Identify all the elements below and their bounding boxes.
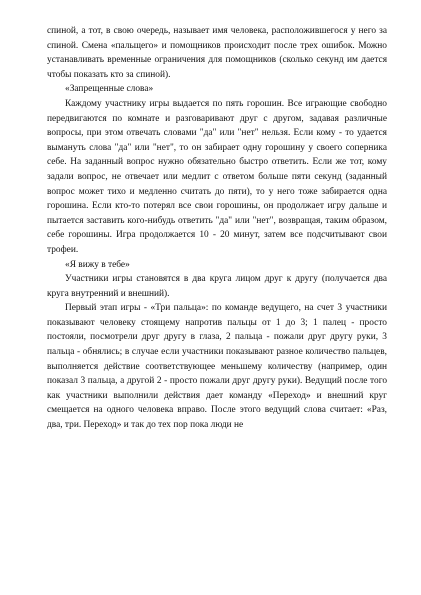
section-heading-forbidden-words: «Запрещенные слова» <box>65 84 154 95</box>
page-content <box>47 24 387 433</box>
paragraph-forbidden-words: Каждому участнику игры выдается по пять горошин. Все играющие свободно передвигаются по комнате и разговаривают друг с другом, задавая различные вопросы, при этом отвечать словами "да" или "нет" нельзя. Если кому - то удается вымануть слова "да" или "нет", то он забирает одну горошину у своего соперника себе. На заданный вопрос нужно обязательно быстро ответить. Если же тот, кому задали вопрос, не отвечает или медлит с ответом больше пяти секунд (заданный вопрос может тихо и медленно считать до пяти), то у него тоже забирается одна горошина. Если кто-то потерял все свои горошины, он продолжает игру дальше и пытается заставить кого-нибудь ответить "да" или "нет", возвращая, таким образом, себе горошины. Игра продолжается 10 - 20 минут, затем все подсчитывают свои трофеи. <box>47 98 387 255</box>
paragraph-intro: спиной, а тот, в свою очередь, называет имя человека, расположившегося у него за спиной. Смена «пальщего» и помощников происходит после трех ошибок. Можно устанавливать временные ограничения для помощников (сколько секунд им дается чтобы показать кто за спиной). <box>47 26 387 80</box>
section-heading-i-see-in-you: «Я вижу в тебе» <box>65 259 130 270</box>
paragraph-three-fingers: Первый этап игры - «Три пальца»: по команде ведущего, на счет 3 участники показывают человеку стоящему напротив пальцы от 1 до 3; 1 палец - просто постояли, посмотрели друг другу в глаза, 2 пальца - пожали друг другу руки, 3 пальца - обнялись; в случае если участники показывают разное количество пальцев, выполняется действие соответствующее меньшему количеству (например, один показал 3 пальца, а другой 2 - просто пожали друг другу руки). Ведущий после того как участники выполнили действия дает команду «Переход» и внешний круг смещается на одного человека вправо. После этого ведущий слова считает: «Раз, два, три. Переход» и так до тех пор пока люди не <box>47 303 387 431</box>
paragraph-circles: Участники игры становятся в два круга лицом друг к другу (получается два круга внутренний и внешний). <box>47 274 387 299</box>
